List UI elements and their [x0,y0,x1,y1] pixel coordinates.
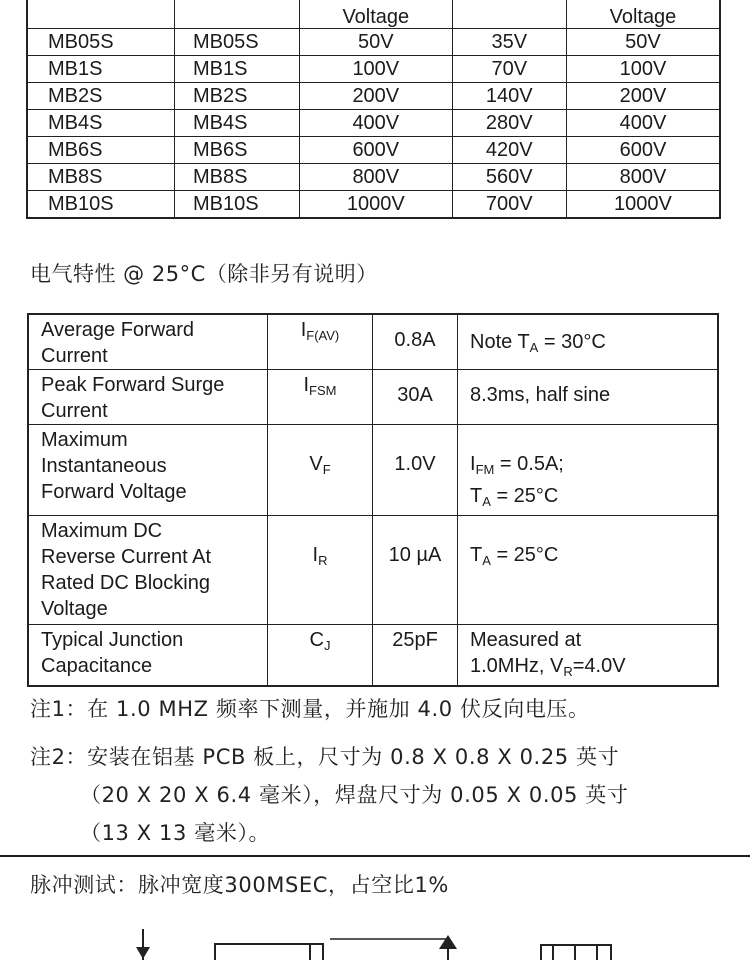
vrrm-cell: 50V [300,29,453,56]
type-cell: MB8S [175,164,300,191]
symbol-cell [268,625,373,687]
vdc-cell: 1000V [566,191,720,219]
table-row [27,29,720,56]
condition-text: Note T [470,331,530,353]
table-row [27,191,720,219]
marking-cell: MB8S [27,164,175,191]
symbol: V [309,453,323,475]
type-cell: MB6S [175,137,300,164]
symbol-cell [268,314,373,370]
vrms-cell: 560V [452,164,566,191]
test-circuit-diagram [0,917,750,960]
symbol: I [303,374,310,396]
vdc-cell: 800V [566,164,720,191]
header-cell-vrrm: Voltage [300,0,453,29]
condition-sub: R [563,664,573,679]
vdc-cell: 400V [566,110,720,137]
vrrm-cell: 1000V [300,191,453,219]
param-line: Current [41,345,108,367]
electrical-characteristics-table [27,313,719,687]
param-cell [28,625,268,687]
vdc-cell: 50V [566,29,720,56]
vrms-cell: 280V [452,110,566,137]
param-line: Current [41,400,108,422]
vdc-cell: 100V [566,56,720,83]
param-cell [28,370,268,425]
param-line: Reverse Current At [41,546,212,568]
pulse-test-note: 脉冲测试：脉冲宽度300MSEC，占空比1% [30,873,449,897]
condition [470,518,709,574]
condition-text: 1.0MHz, V [470,655,564,677]
condition-sub: A [482,553,491,568]
vrrm-cell: 200V [300,83,453,110]
arrow-up-icon [439,935,457,949]
param-cell [28,516,268,625]
note-1: 注1：在 1.0 MHZ 频率下测量，并施加 4.0 伏反向电压。 [30,697,590,721]
value-cell [373,625,458,687]
condition-line: Measured at [470,629,582,651]
datasheet-page-2 [0,857,750,960]
value-cell [373,425,458,516]
header-cell [175,0,300,29]
symbol-cell [268,425,373,516]
ratings-table [26,0,721,219]
vrms-cell: 140V [452,83,566,110]
note-2-line: 注2：安装在铝基 PCB 板上，尺寸为 0.8 X 0.8 X 0.25 英寸 [30,745,620,769]
symbol-wrap [268,518,372,574]
symbol-sub: J [323,638,331,653]
param-line: Instantaneous [41,455,167,477]
table-row [28,314,718,370]
vdc-cell: 200V [566,83,720,110]
condition-text: = 30°C [538,331,606,353]
type-cell: MB05S [175,29,300,56]
ratings-header-row [27,0,720,29]
condition-text: = 0.5A; [494,453,564,475]
table-row [27,110,720,137]
vrms-cell: 700V [452,191,566,219]
symbol: C [309,629,324,651]
marking-cell: MB1S [27,56,175,83]
vrrm-cell: 600V [300,137,453,164]
circuit-component-box [215,944,323,960]
header-cell [27,0,175,29]
param-line: Maximum [41,429,128,451]
condition-line [470,427,709,483]
arrow-down-icon [136,947,150,959]
vrms-cell: 35V [452,29,566,56]
value: 25pF [392,629,438,651]
condition-cell [458,314,719,370]
condition: 8.3ms, half sine [470,384,611,406]
header-cell [452,0,566,29]
note-2-line: （20 X 20 X 6.4 毫米），焊盘尺寸为 0.05 X 0.05 英寸 [80,783,629,807]
marking-cell: MB10S [27,191,175,219]
value-cell [373,370,458,425]
value: 1.0V [394,453,436,475]
param-line: Forward Voltage [41,481,187,503]
marking-cell: MB6S [27,137,175,164]
condition-cell [458,425,719,516]
condition-text: =4.0V [572,655,626,677]
condition-cell [458,370,719,425]
table-row [28,370,718,425]
symbol: I [312,544,319,566]
vrrm-cell: 800V [300,164,453,191]
vrms-cell: 420V [452,137,566,164]
condition-cell [458,625,719,687]
condition-text: T [470,544,483,566]
symbol-sub: F(AV) [306,328,340,343]
type-cell: MB2S [175,83,300,110]
param-line: Average Forward [41,319,195,341]
param-line: Maximum DC [41,520,163,542]
table-row [28,425,718,516]
symbol: I [300,319,307,341]
marking-cell: MB2S [27,83,175,110]
vrms-cell: 70V [452,56,566,83]
condition-text: T [470,485,483,507]
section-title: 电气特性 @ 25°C（除非另有说明） [30,262,378,286]
condition-line [470,653,709,685]
marking-cell: MB4S [27,110,175,137]
vrrm-cell: 100V [300,56,453,83]
marking-cell: MB05S [27,29,175,56]
condition-sub: A [482,494,491,509]
param-line: Capacitance [41,655,153,677]
condition-text: I [470,453,476,475]
value-cell [373,314,458,370]
table-row [27,137,720,164]
param-line: Voltage [41,598,108,620]
note-2 [30,738,629,852]
type-cell: MB1S [175,56,300,83]
table-row [27,83,720,110]
condition-cell [458,516,719,625]
type-cell: MB10S [175,191,300,219]
symbol-cell [268,370,373,425]
vdc-cell: 600V [566,137,720,164]
table-row [28,516,718,625]
condition-text: = 25°C [490,544,559,566]
value: 30A [397,384,433,406]
note-2-line: （13 X 13 毫米）。 [80,821,271,845]
value: 10 µA [388,544,442,566]
param-cell [28,425,268,516]
symbol-cell [268,516,373,625]
value: 0.8A [394,329,436,351]
symbol-sub: R [318,553,328,568]
header-cell-vdc: Voltage [566,0,720,29]
table-row [27,164,720,191]
param-line: Typical Junction [41,629,184,651]
symbol-sub: F [322,462,331,477]
table-row [28,625,718,687]
param-line: Rated DC Blocking [41,572,210,594]
condition-text: = 25°C [490,485,559,507]
value-cell [373,516,458,625]
type-cell: MB4S [175,110,300,137]
param-line: Peak Forward Surge [41,374,225,396]
vrrm-cell: 400V [300,110,453,137]
symbol-wrap [268,427,372,483]
table-row [27,56,720,83]
condition-sub: FM [475,462,495,477]
condition [470,317,709,361]
param-cell [28,314,268,370]
condition-sub: A [529,340,539,355]
symbol-sub: FSM [309,383,337,398]
condition-line [470,483,709,515]
